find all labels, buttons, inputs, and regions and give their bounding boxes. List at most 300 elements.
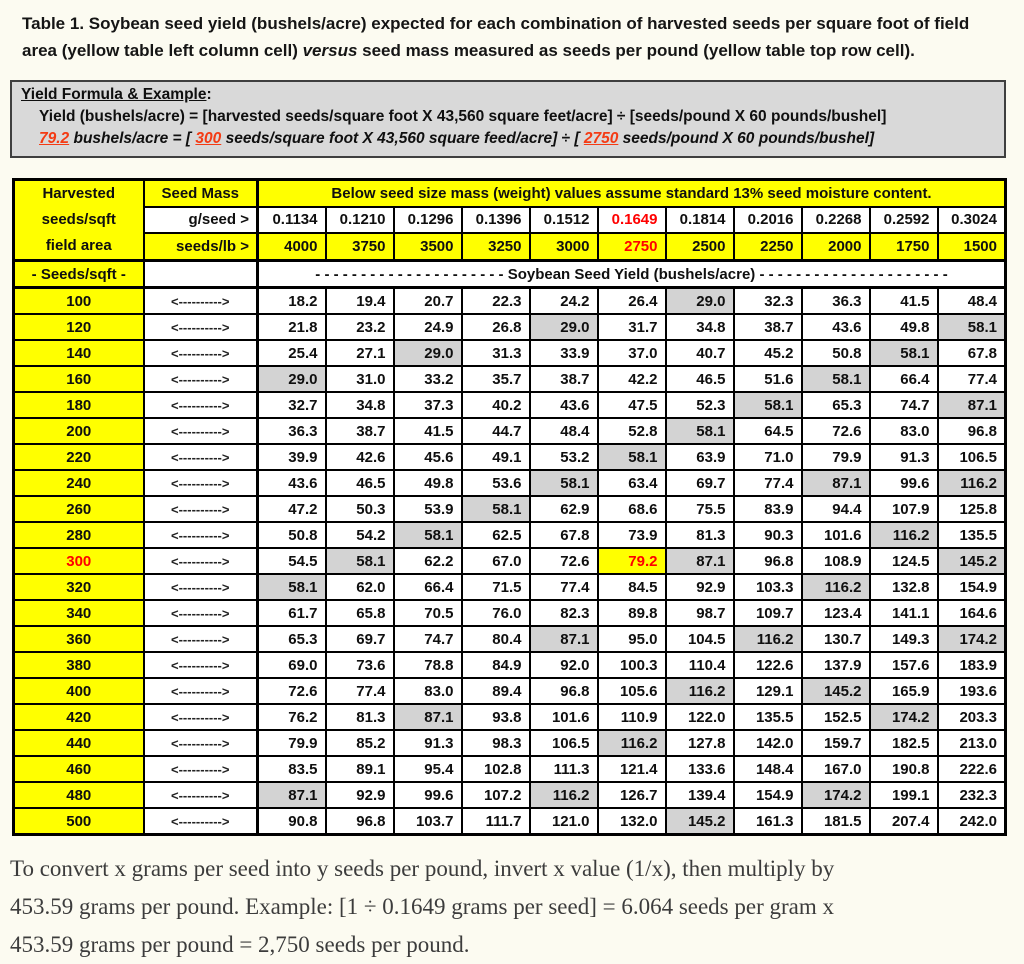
yield-cell: 72.6 — [258, 678, 326, 704]
formula-box-heading: Yield Formula & Example: — [21, 86, 212, 103]
yield-cell: 62.5 — [462, 522, 530, 548]
yield-cell: 92.0 — [530, 652, 598, 678]
conversion-note-line2: 453.59 grams per pound. Example: [1 ÷ 0.1649 grams per seed] = 6.064 seeds per gram x — [10, 894, 835, 919]
yield-cell: 101.6 — [802, 522, 870, 548]
yield-cell: 110.9 — [598, 704, 666, 730]
yield-cell: 103.7 — [394, 808, 462, 835]
yield-cell: 67.0 — [462, 548, 530, 574]
row-label-cell: 280 — [14, 522, 144, 548]
seed-mass-header-cell: Seed Mass — [144, 180, 258, 207]
conversion-note-line1: To convert x grams per seed into y seeds per pound, invert x value (1/x), then multiply by — [10, 856, 835, 881]
yield-cell: 141.1 — [870, 600, 938, 626]
yield-cell: 152.5 — [802, 704, 870, 730]
yield-cell: 49.1 — [462, 444, 530, 470]
yield-cell: 129.1 — [734, 678, 802, 704]
yield-cell: 133.6 — [666, 756, 734, 782]
seeds-sqft-label-cell: - Seeds/sqft - — [14, 261, 144, 288]
yield-cell: 132.0 — [598, 808, 666, 835]
yield-cell: 21.8 — [258, 314, 326, 340]
yield-table — [12, 178, 1007, 836]
yield-cell: 96.8 — [938, 418, 1006, 444]
yield-cell: 90.3 — [734, 522, 802, 548]
yield-cell: 27.1 — [326, 340, 394, 366]
yield-cell: 174.2 — [938, 626, 1006, 652]
yield-cell: 58.1 — [666, 418, 734, 444]
yield-cell: 76.0 — [462, 600, 530, 626]
row-label-cell: 160 — [14, 366, 144, 392]
yield-cell: 91.3 — [394, 730, 462, 756]
yield-cell: 25.4 — [258, 340, 326, 366]
g-seed-value-cell: 0.1512 — [530, 207, 598, 234]
yield-cell: 96.8 — [530, 678, 598, 704]
yield-cell: 54.5 — [258, 548, 326, 574]
yield-cell: 37.3 — [394, 392, 462, 418]
g-seed-value-cell: 0.1296 — [394, 207, 462, 234]
yield-cell: 58.1 — [394, 522, 462, 548]
yield-cell: 135.5 — [734, 704, 802, 730]
yield-cell: 213.0 — [938, 730, 1006, 756]
yield-cell: 83.0 — [394, 678, 462, 704]
blank-cell — [144, 261, 258, 288]
g-seed-value-cell: 0.1649 — [598, 207, 666, 234]
yield-cell: 31.3 — [462, 340, 530, 366]
yield-cell: 73.6 — [326, 652, 394, 678]
g-seed-value-cell: 0.2268 — [802, 207, 870, 234]
arrow-cell: <----------> — [144, 808, 258, 835]
arrow-cell: <----------> — [144, 782, 258, 808]
yield-cell: 96.8 — [326, 808, 394, 835]
yield-cell: 75.5 — [666, 496, 734, 522]
seeds-lb-value-cell: 4000 — [258, 233, 326, 260]
yield-formula-box — [10, 80, 1006, 158]
yield-cell: 84.5 — [598, 574, 666, 600]
seeds-lb-value-cell: 2250 — [734, 233, 802, 260]
yield-cell: 145.2 — [666, 808, 734, 835]
seeds-lb-value-cell: 2750 — [598, 233, 666, 260]
yield-cell: 111.3 — [530, 756, 598, 782]
yield-cell: 161.3 — [734, 808, 802, 835]
yield-cell: 193.6 — [938, 678, 1006, 704]
yield-cell: 43.6 — [258, 470, 326, 496]
row-label-cell: 260 — [14, 496, 144, 522]
yield-cell: 33.2 — [394, 366, 462, 392]
yield-cell: 19.4 — [326, 288, 394, 315]
yield-cell: 167.0 — [802, 756, 870, 782]
yield-cell: 93.8 — [462, 704, 530, 730]
yield-cell: 99.6 — [870, 470, 938, 496]
yield-cell: 154.9 — [734, 782, 802, 808]
yield-cell: 41.5 — [394, 418, 462, 444]
yield-cell: 74.7 — [870, 392, 938, 418]
row-label-cell: 400 — [14, 678, 144, 704]
yield-cell: 53.9 — [394, 496, 462, 522]
yield-cell: 116.2 — [870, 522, 938, 548]
yield-cell: 46.5 — [326, 470, 394, 496]
yield-cell: 183.9 — [938, 652, 1006, 678]
yield-cell: 50.3 — [326, 496, 394, 522]
yield-cell: 130.7 — [802, 626, 870, 652]
yield-cell: 157.6 — [870, 652, 938, 678]
yield-cell: 71.0 — [734, 444, 802, 470]
row-label-cell: 220 — [14, 444, 144, 470]
yield-cell: 95.0 — [598, 626, 666, 652]
yield-cell: 58.1 — [870, 340, 938, 366]
seeds-lb-value-cell: 3000 — [530, 233, 598, 260]
yield-cell: 149.3 — [870, 626, 938, 652]
yield-cell: 53.6 — [462, 470, 530, 496]
g-seed-label-cell: g/seed > — [144, 207, 258, 234]
yield-cell: 116.2 — [530, 782, 598, 808]
yield-cell: 58.1 — [530, 470, 598, 496]
yield-cell: 89.1 — [326, 756, 394, 782]
yield-cell: 106.5 — [938, 444, 1006, 470]
yield-cell: 87.1 — [666, 548, 734, 574]
yield-cell: 66.4 — [870, 366, 938, 392]
yield-cell: 99.6 — [394, 782, 462, 808]
arrow-cell: <----------> — [144, 730, 258, 756]
yield-cell: 49.8 — [394, 470, 462, 496]
yield-cell: 104.5 — [666, 626, 734, 652]
corner-header-cell: Harvested seeds/sqft field area — [14, 180, 144, 261]
yield-cell: 82.3 — [530, 600, 598, 626]
yield-cell: 29.0 — [666, 288, 734, 315]
yield-cell: 109.7 — [734, 600, 802, 626]
example-value-red: 2750 — [583, 130, 619, 147]
conversion-note — [10, 850, 1024, 964]
yield-cell: 72.6 — [530, 548, 598, 574]
yield-cell: 121.4 — [598, 756, 666, 782]
yield-cell: 62.9 — [530, 496, 598, 522]
yield-cell: 100.3 — [598, 652, 666, 678]
yield-cell: 126.7 — [598, 782, 666, 808]
row-label-cell: 240 — [14, 470, 144, 496]
yield-cell: 72.6 — [802, 418, 870, 444]
yield-cell: 102.8 — [462, 756, 530, 782]
yield-cell: 48.4 — [530, 418, 598, 444]
yield-cell: 89.8 — [598, 600, 666, 626]
yield-cell: 116.2 — [598, 730, 666, 756]
yield-cell: 43.6 — [530, 392, 598, 418]
yield-cell: 103.3 — [734, 574, 802, 600]
yield-cell: 116.2 — [734, 626, 802, 652]
yield-cell: 58.1 — [938, 314, 1006, 340]
yield-cell: 87.1 — [530, 626, 598, 652]
yield-cell: 105.6 — [598, 678, 666, 704]
yield-cell: 50.8 — [258, 522, 326, 548]
arrow-cell: <----------> — [144, 470, 258, 496]
yield-cell: 69.7 — [326, 626, 394, 652]
yield-cell: 92.9 — [326, 782, 394, 808]
yield-cell: 51.6 — [734, 366, 802, 392]
arrow-cell: <----------> — [144, 600, 258, 626]
yield-cell: 37.0 — [598, 340, 666, 366]
yield-cell: 207.4 — [870, 808, 938, 835]
seeds-lb-value-cell: 2500 — [666, 233, 734, 260]
yield-cell: 182.5 — [870, 730, 938, 756]
yield-cell: 190.8 — [870, 756, 938, 782]
yield-cell: 101.6 — [530, 704, 598, 730]
yield-cell: 81.3 — [326, 704, 394, 730]
yield-cell: 63.4 — [598, 470, 666, 496]
yield-cell: 121.0 — [530, 808, 598, 835]
yield-cell: 50.8 — [802, 340, 870, 366]
yield-cell: 242.0 — [938, 808, 1006, 835]
example-text: seeds/square foot X 43,560 square feed/acre] ÷ [ — [221, 130, 584, 147]
yield-cell: 94.4 — [802, 496, 870, 522]
yield-cell: 87.1 — [394, 704, 462, 730]
yield-cell: 32.7 — [258, 392, 326, 418]
caption-versus: versus — [302, 41, 358, 60]
yield-cell: 38.7 — [530, 366, 598, 392]
yield-cell: 83.5 — [258, 756, 326, 782]
yield-cell: 69.7 — [666, 470, 734, 496]
yield-cell: 70.5 — [394, 600, 462, 626]
g-seed-value-cell: 0.1814 — [666, 207, 734, 234]
yield-cell: 98.7 — [666, 600, 734, 626]
yield-cell: 24.2 — [530, 288, 598, 315]
yield-cell: 84.9 — [462, 652, 530, 678]
yield-cell: 58.1 — [462, 496, 530, 522]
yield-cell: 79.9 — [802, 444, 870, 470]
arrow-cell: <----------> — [144, 444, 258, 470]
yield-cell: 74.7 — [394, 626, 462, 652]
yield-cell: 108.9 — [802, 548, 870, 574]
yield-cell: 77.4 — [938, 366, 1006, 392]
yield-cell: 29.0 — [394, 340, 462, 366]
yield-cell: 110.4 — [666, 652, 734, 678]
yield-cell: 58.1 — [734, 392, 802, 418]
yield-cell: 31.7 — [598, 314, 666, 340]
yield-cell: 38.7 — [734, 314, 802, 340]
arrow-cell: <----------> — [144, 574, 258, 600]
yield-cell: 174.2 — [870, 704, 938, 730]
yield-cell: 39.9 — [258, 444, 326, 470]
arrow-cell: <----------> — [144, 392, 258, 418]
g-seed-value-cell: 0.1210 — [326, 207, 394, 234]
g-seed-value-cell: 0.2592 — [870, 207, 938, 234]
yield-cell: 87.1 — [258, 782, 326, 808]
yield-cell: 145.2 — [938, 548, 1006, 574]
example-yield-cell: 79.2 — [598, 548, 666, 574]
yield-cell: 132.8 — [870, 574, 938, 600]
yield-cell: 76.2 — [258, 704, 326, 730]
yield-cell: 42.6 — [326, 444, 394, 470]
arrow-cell: <----------> — [144, 652, 258, 678]
yield-cell: 58.1 — [802, 366, 870, 392]
seeds-lb-value-cell: 1500 — [938, 233, 1006, 260]
yield-cell: 181.5 — [802, 808, 870, 835]
yield-cell: 46.5 — [666, 366, 734, 392]
row-label-cell: 460 — [14, 756, 144, 782]
yield-cell: 48.4 — [938, 288, 1006, 315]
yield-cell: 77.4 — [734, 470, 802, 496]
yield-cell: 174.2 — [802, 782, 870, 808]
yield-banner-cell: - - - - - - - - - - - - - - - - - - - - - Soybean Seed Yield (bushels/acre) - - - - - - - - - - - - - - - - - - - - - — [258, 261, 1006, 288]
yield-cell: 91.3 — [870, 444, 938, 470]
yield-cell: 24.9 — [394, 314, 462, 340]
yield-cell: 232.3 — [938, 782, 1006, 808]
yield-cell: 83.0 — [870, 418, 938, 444]
yield-cell: 58.1 — [258, 574, 326, 600]
yield-cell: 123.4 — [802, 600, 870, 626]
yield-cell: 29.0 — [258, 366, 326, 392]
table-caption — [22, 10, 1008, 64]
yield-cell: 137.9 — [802, 652, 870, 678]
yield-cell: 83.9 — [734, 496, 802, 522]
yield-cell: 62.2 — [394, 548, 462, 574]
seeds-lb-value-cell: 3250 — [462, 233, 530, 260]
yield-cell: 49.8 — [870, 314, 938, 340]
yield-cell: 68.6 — [598, 496, 666, 522]
yield-cell: 58.1 — [598, 444, 666, 470]
yield-cell: 81.3 — [666, 522, 734, 548]
caption-text: seed mass measured as seeds per pound (yellow table top row cell). — [357, 41, 915, 60]
yield-cell: 65.8 — [326, 600, 394, 626]
yield-cell: 65.3 — [802, 392, 870, 418]
yield-cell: 38.7 — [326, 418, 394, 444]
arrow-cell: <----------> — [144, 548, 258, 574]
arrow-cell: <----------> — [144, 314, 258, 340]
yield-cell: 45.6 — [394, 444, 462, 470]
caption-text: Table 1. Soybean seed yield (bushels/acre) expected for each combination of harvested seeds per square foot of field area (yellow table left column cell) — [22, 14, 970, 60]
yield-cell: 71.5 — [462, 574, 530, 600]
yield-cell: 52.8 — [598, 418, 666, 444]
example-value-red: 79.2 — [39, 130, 70, 147]
row-label-cell: 480 — [14, 782, 144, 808]
yield-cell: 80.4 — [462, 626, 530, 652]
yield-cell: 111.7 — [462, 808, 530, 835]
yield-cell: 42.2 — [598, 366, 666, 392]
row-label-cell: 420 — [14, 704, 144, 730]
row-label-cell: 360 — [14, 626, 144, 652]
arrow-cell: <----------> — [144, 366, 258, 392]
yield-cell: 159.7 — [802, 730, 870, 756]
yield-cell: 145.2 — [802, 678, 870, 704]
yield-cell: 20.7 — [394, 288, 462, 315]
yield-cell: 125.8 — [938, 496, 1006, 522]
yield-cell: 62.0 — [326, 574, 394, 600]
row-label-cell: 200 — [14, 418, 144, 444]
seeds-lb-value-cell: 1750 — [870, 233, 938, 260]
yield-cell: 35.7 — [462, 366, 530, 392]
yield-cell: 40.7 — [666, 340, 734, 366]
yield-cell: 77.4 — [530, 574, 598, 600]
yield-cell: 92.9 — [666, 574, 734, 600]
yield-cell: 122.6 — [734, 652, 802, 678]
yield-cell: 29.0 — [530, 314, 598, 340]
g-seed-value-cell: 0.1396 — [462, 207, 530, 234]
yield-cell: 61.7 — [258, 600, 326, 626]
yield-cell: 54.2 — [326, 522, 394, 548]
row-label-cell: 320 — [14, 574, 144, 600]
yield-cell: 135.5 — [938, 522, 1006, 548]
g-seed-value-cell: 0.1134 — [258, 207, 326, 234]
example-text: seeds/pound X 60 pounds/bushel] — [618, 130, 875, 147]
yield-formula-line: Yield (bushels/acre) = [harvested seeds/square foot X 43,560 square feet/acre] ÷ [seeds/pound X 60 pounds/bushel] — [39, 108, 887, 125]
row-label-cell: 440 — [14, 730, 144, 756]
yield-cell: 47.2 — [258, 496, 326, 522]
yield-cell: 26.8 — [462, 314, 530, 340]
yield-cell: 122.0 — [666, 704, 734, 730]
yield-cell: 85.2 — [326, 730, 394, 756]
yield-cell: 96.8 — [734, 548, 802, 574]
arrow-cell: <----------> — [144, 678, 258, 704]
row-label-cell: 500 — [14, 808, 144, 835]
arrow-cell: <----------> — [144, 704, 258, 730]
yield-cell: 41.5 — [870, 288, 938, 315]
yield-cell: 164.6 — [938, 600, 1006, 626]
yield-cell: 26.4 — [598, 288, 666, 315]
yield-cell: 64.5 — [734, 418, 802, 444]
yield-cell: 32.3 — [734, 288, 802, 315]
yield-cell: 65.3 — [258, 626, 326, 652]
yield-cell: 44.7 — [462, 418, 530, 444]
yield-cell: 40.2 — [462, 392, 530, 418]
yield-cell: 89.4 — [462, 678, 530, 704]
yield-cell: 22.3 — [462, 288, 530, 315]
seeds-lb-value-cell: 3750 — [326, 233, 394, 260]
yield-cell: 106.5 — [530, 730, 598, 756]
yield-cell: 36.3 — [258, 418, 326, 444]
yield-cell: 34.8 — [666, 314, 734, 340]
arrow-cell: <----------> — [144, 756, 258, 782]
seeds-lb-value-cell: 2000 — [802, 233, 870, 260]
yield-cell: 73.9 — [598, 522, 666, 548]
yield-cell: 107.9 — [870, 496, 938, 522]
yield-cell: 90.8 — [258, 808, 326, 835]
yield-cell: 79.9 — [258, 730, 326, 756]
yield-cell: 154.9 — [938, 574, 1006, 600]
yield-cell: 67.8 — [530, 522, 598, 548]
example-text: bushels/acre = [ — [69, 130, 196, 147]
yield-cell: 139.4 — [666, 782, 734, 808]
arrow-cell: <----------> — [144, 496, 258, 522]
yield-cell: 23.2 — [326, 314, 394, 340]
yield-cell: 95.4 — [394, 756, 462, 782]
yield-cell: 98.3 — [462, 730, 530, 756]
yield-cell: 66.4 — [394, 574, 462, 600]
yield-cell: 33.9 — [530, 340, 598, 366]
example-value-red: 300 — [195, 130, 222, 147]
yield-cell: 199.1 — [870, 782, 938, 808]
yield-cell: 107.2 — [462, 782, 530, 808]
yield-cell: 87.1 — [802, 470, 870, 496]
yield-cell: 63.9 — [666, 444, 734, 470]
yield-cell: 116.2 — [666, 678, 734, 704]
yield-cell: 87.1 — [938, 392, 1006, 418]
row-label-cell: 140 — [14, 340, 144, 366]
yield-example-line — [39, 128, 995, 150]
yield-cell: 36.3 — [802, 288, 870, 315]
row-label-cell: 120 — [14, 314, 144, 340]
row-label-cell: 100 — [14, 288, 144, 315]
arrow-cell: <----------> — [144, 418, 258, 444]
arrow-cell: <----------> — [144, 288, 258, 315]
arrow-cell: <----------> — [144, 626, 258, 652]
yield-cell: 34.8 — [326, 392, 394, 418]
row-label-cell: 300 — [14, 548, 144, 574]
yield-cell: 58.1 — [326, 548, 394, 574]
g-seed-value-cell: 0.2016 — [734, 207, 802, 234]
moisture-banner-cell: Below seed size mass (weight) values assume standard 13% seed moisture content. — [258, 180, 1006, 207]
yield-cell: 78.8 — [394, 652, 462, 678]
yield-cell: 69.0 — [258, 652, 326, 678]
conversion-note-line3: 453.59 grams per pound = 2,750 seeds per pound. — [10, 932, 470, 957]
yield-cell: 43.6 — [802, 314, 870, 340]
yield-cell: 203.3 — [938, 704, 1006, 730]
yield-cell: 77.4 — [326, 678, 394, 704]
yield-cell: 53.2 — [530, 444, 598, 470]
